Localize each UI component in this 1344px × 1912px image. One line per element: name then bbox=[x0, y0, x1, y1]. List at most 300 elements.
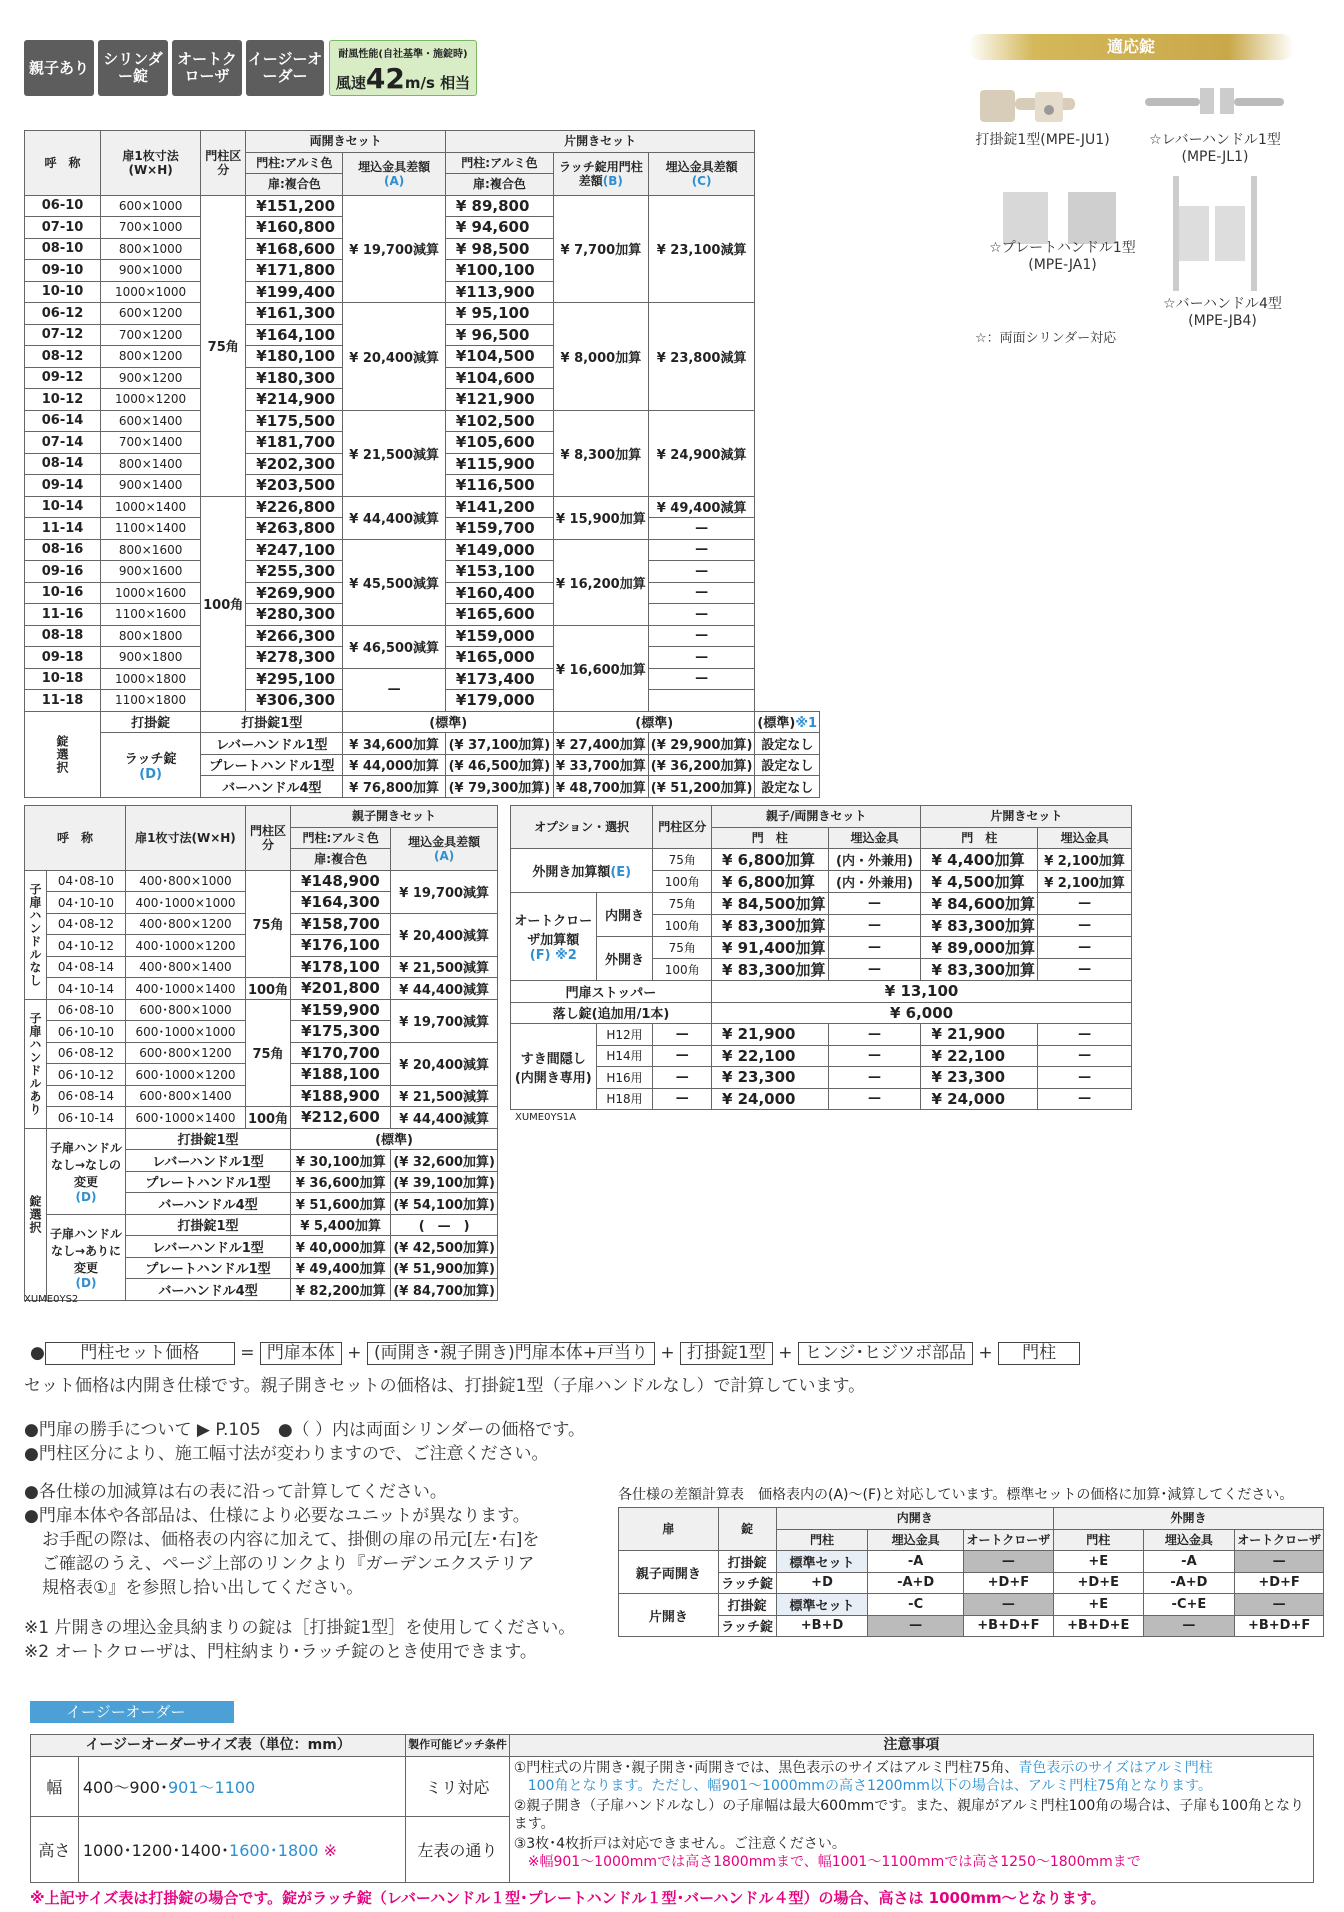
price-double: ¥180,300 bbox=[246, 367, 343, 389]
lock-price: ¥ 5,400加算 bbox=[291, 1214, 391, 1236]
lock-group bbox=[47, 1128, 126, 1214]
row-size: 600×1400 bbox=[101, 410, 201, 432]
row-name: 09-12 bbox=[25, 367, 101, 389]
th-alu: 門柱:アルミ色 bbox=[246, 152, 343, 174]
lock-caption-3: ☆プレートハンドル1型(MPE-JA1) bbox=[989, 240, 1136, 273]
lock-price-single-cyl: (¥ 29,900加算) bbox=[648, 733, 755, 755]
lock-type: レバーハンドル1型 bbox=[125, 1150, 290, 1172]
wind-value bbox=[330, 62, 476, 95]
row-name: 10-16 bbox=[25, 582, 101, 604]
lock-caption-1: 打掛錠1型(MPE-JU1) bbox=[975, 132, 1110, 148]
t4-th-post: 門柱 bbox=[776, 1529, 868, 1551]
price-single: ¥ 96,500 bbox=[445, 324, 553, 346]
lock-type: バーハンドル4型 bbox=[201, 776, 343, 798]
opt-value: ¥ 6,800加算 bbox=[711, 849, 828, 871]
table-row bbox=[25, 195, 820, 217]
row-name: 11-14 bbox=[25, 518, 101, 540]
lock-price-cyl: (¥ 42,500加算) bbox=[391, 1236, 498, 1258]
th-fuku2: 扉:複合色 bbox=[445, 174, 553, 196]
t3-th-opt: オプション・選択 bbox=[511, 806, 653, 849]
th-embed-c-text: 埋込金具差額 bbox=[665, 159, 738, 174]
diff-a: — bbox=[343, 668, 445, 711]
diff-c bbox=[648, 690, 755, 712]
th-c: (C) bbox=[691, 173, 712, 188]
lock-uchi: 打掛錠 bbox=[101, 711, 201, 733]
opt-outward-label: 外開き加算額 bbox=[532, 865, 611, 880]
diff-cell: ラッチ錠 bbox=[718, 1615, 776, 1637]
diff-a: ¥ 19,700減算 bbox=[391, 999, 498, 1042]
diff-a: ¥ 20,400減算 bbox=[391, 913, 498, 956]
lock-note: ☆：両面シリンダー対応 bbox=[975, 331, 1117, 346]
lock-price-cyl: (¥ 79,300加算) bbox=[445, 776, 553, 798]
diff-cell: -C bbox=[868, 1594, 964, 1616]
opt-suki-size: H14用 bbox=[596, 1045, 653, 1067]
row-size: 600･800×1400 bbox=[125, 1085, 245, 1107]
diff-a: ¥ 20,400減算 bbox=[343, 303, 445, 411]
price-single: ¥105,600 bbox=[445, 432, 553, 454]
th-embed-c bbox=[648, 152, 755, 195]
formula-body: 門扉本体 bbox=[260, 1342, 342, 1365]
opt-value: ¥ 23,300 bbox=[921, 1067, 1038, 1089]
eo-wv2: 901～1100 bbox=[167, 1777, 256, 1797]
price-single: ¥173,400 bbox=[445, 668, 553, 690]
t4-th-out: 外開き bbox=[1053, 1508, 1323, 1530]
table-row bbox=[25, 1214, 498, 1236]
formula-body2: (両開き･親子開き)門扉本体+戸当り bbox=[367, 1342, 655, 1365]
row-name: 06･10-14 bbox=[47, 1107, 126, 1129]
diff-c: ¥ 23,800減算 bbox=[648, 303, 755, 411]
lock-d: (D) bbox=[75, 1275, 97, 1290]
table-row bbox=[511, 1045, 1190, 1067]
table-row bbox=[619, 1615, 1324, 1637]
price-double: ¥269,900 bbox=[246, 582, 343, 604]
plate-handle-icon bbox=[998, 190, 1138, 245]
lock-price: ¥ 30,100加算 bbox=[291, 1150, 391, 1172]
lock-std: (標準) bbox=[291, 1128, 498, 1150]
formula-lock: 打掛錠1型 bbox=[680, 1342, 773, 1365]
opt-value: — bbox=[828, 937, 921, 959]
eo-h3: 注意事項 bbox=[509, 1735, 1313, 1757]
row-name: 06-12 bbox=[25, 303, 101, 325]
table-row bbox=[25, 668, 820, 690]
lock-price: ¥ 44,000加算 bbox=[343, 754, 445, 776]
row-name: 10-10 bbox=[25, 281, 101, 303]
price-single: ¥141,200 bbox=[445, 496, 553, 518]
diff-c: — bbox=[648, 604, 755, 626]
note-mark-1: ※1 bbox=[795, 716, 817, 732]
diff-cell: 打掛錠 bbox=[718, 1594, 776, 1616]
th-b: (B) bbox=[602, 173, 623, 188]
lock-none: 設定なし bbox=[755, 733, 820, 755]
eo-c1a: ①門柱式の片開き･親子開き･両開きでは、黒色表示のサイズはアルミ門柱75角、 bbox=[513, 1759, 1019, 1776]
t2-th-embed bbox=[391, 827, 498, 870]
col-size: 100角 bbox=[653, 915, 712, 937]
diff-c: ¥ 49,400減算 bbox=[648, 496, 755, 518]
diff-c: — bbox=[648, 539, 755, 561]
t2-th-a: (A) bbox=[434, 848, 455, 863]
diff-cell: -A bbox=[1143, 1551, 1235, 1573]
t3-th-embed: 埋込金具 bbox=[828, 827, 921, 849]
price-double: ¥161,300 bbox=[246, 303, 343, 325]
diff-a: ¥ 46,500減算 bbox=[343, 625, 445, 668]
table-row bbox=[25, 870, 498, 892]
price-oyako: ¥158,700 bbox=[291, 913, 391, 935]
row-name: 06･08-14 bbox=[47, 1085, 126, 1107]
price-double: ¥164,100 bbox=[246, 324, 343, 346]
diff-cell: 標準セット bbox=[776, 1551, 868, 1573]
opt-value: — bbox=[1038, 1067, 1132, 1089]
col-75: 75角 bbox=[201, 195, 246, 496]
price-single: ¥116,500 bbox=[445, 475, 553, 497]
diff-cell: -C+E bbox=[1143, 1594, 1235, 1616]
price-single: ¥ 95,100 bbox=[445, 303, 553, 325]
note-calc: ●各仕様の加減算は右の表に沿って計算してください。 bbox=[24, 1482, 447, 1502]
opt-value: (内・外兼用) bbox=[828, 871, 921, 893]
formula-hinge: ヒンジ･ヒジツボ部品 bbox=[798, 1342, 973, 1365]
opt-e: (E) bbox=[610, 865, 632, 880]
opt-value: — bbox=[653, 1088, 712, 1110]
price-double: ¥199,400 bbox=[246, 281, 343, 303]
row-size: 600･800×1000 bbox=[125, 999, 245, 1021]
col-size: 75角 bbox=[653, 893, 712, 915]
eo-hv bbox=[78, 1816, 405, 1882]
row-name: 08-10 bbox=[25, 238, 101, 260]
row-size: 600･800×1200 bbox=[125, 1042, 245, 1064]
formula-set: 門柱セット価格 bbox=[45, 1342, 235, 1365]
table-row bbox=[25, 733, 820, 755]
price-single: ¥153,100 bbox=[445, 561, 553, 583]
lock-price: ¥ 36,600加算 bbox=[291, 1171, 391, 1193]
price-oyako: ¥188,100 bbox=[291, 1064, 391, 1086]
opt-value: ¥ 91,400加算 bbox=[711, 937, 828, 959]
opt-f: (F) ※2 bbox=[529, 948, 577, 963]
note-hand: ●門扉の勝手について ▶ P.105 ●（ ）内は両面シリンダーの価格です。 bbox=[24, 1420, 586, 1440]
col-100: 100角 bbox=[245, 1107, 290, 1129]
eo-c3: ③3枚･4枚折戸は対応できません。ご注意ください。 bbox=[513, 1835, 846, 1852]
row-name: 10-14 bbox=[25, 496, 101, 518]
table-row bbox=[511, 1002, 1190, 1024]
badge-closer bbox=[172, 40, 242, 96]
opt-suki-size: H12用 bbox=[596, 1024, 653, 1046]
diff-cell: 標準セット bbox=[776, 1594, 868, 1616]
th-embed-text: 埋込金具差額 bbox=[358, 159, 431, 174]
price-formula: ● 門柱セット価格 = 門扉本体 + (両開き･親子開き)門扉本体+戸当り + 打掛錠1型 + ヒンジ･ヒジツボ部品 + 門柱 bbox=[30, 1342, 1080, 1365]
eo-footnote: ※上記サイズ表は打掛錠の場合です。錠がラッチ錠（レバーハンドル１型･プレートハンドル１型･バーハンドル４型）の場合、高さは 1000mm～となります。 bbox=[30, 1889, 1106, 1907]
note-set-price: セット価格は内開き仕様です。親子開きセットの価格は、打掛錠1型（子扉ハンドルなし）で計算しています。 bbox=[24, 1376, 866, 1396]
opt-otoshi-price: ¥ 6,000 bbox=[711, 1002, 1131, 1024]
row-size: 800×1200 bbox=[101, 346, 201, 368]
row-name: 07-10 bbox=[25, 217, 101, 239]
opt-value: — bbox=[1038, 1088, 1132, 1110]
eo-wv1: 400～900･ bbox=[82, 1777, 168, 1797]
badge-eo-label: イージーオーダー bbox=[247, 50, 323, 85]
price-single: ¥159,700 bbox=[445, 518, 553, 540]
col-size: 100角 bbox=[653, 871, 712, 893]
badge-closer-label: オートクローザ bbox=[177, 50, 237, 85]
badge-oyako: 親子あり bbox=[24, 40, 94, 96]
diff-cell: — bbox=[1235, 1594, 1324, 1616]
price-double: ¥180,100 bbox=[246, 346, 343, 368]
badge-easy-order bbox=[246, 40, 324, 96]
t3-th-col: 門柱区分 bbox=[653, 806, 712, 849]
t4-th-ac: オートクローザ bbox=[963, 1529, 1053, 1551]
row-name: 06-14 bbox=[25, 410, 101, 432]
opt-value: ¥ 2,100加算 bbox=[1038, 849, 1132, 871]
opt-stopper-price: ¥ 13,100 bbox=[711, 981, 1131, 1003]
row-size: 800×1400 bbox=[101, 453, 201, 475]
opt-value: — bbox=[828, 1067, 921, 1089]
eo-notes bbox=[509, 1756, 1313, 1882]
lock-type: 打掛錠1型 bbox=[125, 1128, 290, 1150]
diff-cell: — bbox=[963, 1594, 1053, 1616]
wind-prefix: 風速 bbox=[335, 74, 366, 92]
t4-th-ac2: オートクローザ bbox=[1235, 1529, 1324, 1551]
row-name: 06･08-10 bbox=[47, 999, 126, 1021]
row-size: 800×1800 bbox=[101, 625, 201, 647]
lock-type: バーハンドル4型 bbox=[125, 1279, 290, 1301]
t2-th-size: 扉1枚寸法(W×H) bbox=[125, 806, 245, 871]
group-no-handle: 子扉ハンドルなし bbox=[25, 870, 47, 999]
opt-value: — bbox=[653, 1067, 712, 1089]
opt-value: ¥ 89,000加算 bbox=[921, 937, 1038, 959]
lock-caption-4: ☆バーハンドル4型(MPE-JB4) bbox=[1163, 296, 1282, 329]
row-name: 08-12 bbox=[25, 346, 101, 368]
price-single: ¥115,900 bbox=[445, 453, 553, 475]
diff-a: ¥ 21,500減算 bbox=[343, 410, 445, 496]
price-single: ¥121,900 bbox=[445, 389, 553, 411]
price-table-main bbox=[24, 130, 820, 798]
opt-value: — bbox=[828, 1024, 921, 1046]
diff-a: ¥ 45,500減算 bbox=[343, 539, 445, 625]
diff-cell: +D+E bbox=[1053, 1572, 1143, 1594]
easy-order-title: イージーオーダー bbox=[30, 1701, 234, 1723]
t2-th-embed-text: 埋込金具差額 bbox=[408, 834, 481, 849]
col-size: 75角 bbox=[653, 937, 712, 959]
eo-h: 高さ bbox=[31, 1816, 79, 1882]
lock-std-single: (標準) bbox=[553, 711, 754, 733]
t2-th-fuku: 扉:複合色 bbox=[291, 849, 391, 871]
diff-cell: -A+D bbox=[1143, 1572, 1235, 1594]
table-row bbox=[25, 1128, 498, 1150]
diff-cell: +E bbox=[1053, 1594, 1143, 1616]
th-latch bbox=[553, 152, 648, 195]
eo-hv1: 1000･1200･1400･ bbox=[82, 1840, 230, 1860]
lock-price: ¥ 51,600加算 bbox=[291, 1193, 391, 1215]
price-single: ¥179,000 bbox=[445, 690, 553, 712]
lock-price: ¥ 40,000加算 bbox=[291, 1236, 391, 1258]
row-size: 400･1000×1200 bbox=[125, 935, 245, 957]
table-row bbox=[25, 999, 498, 1021]
lock-price-cyl: (¥ 84,700加算) bbox=[391, 1279, 498, 1301]
opt-value: ¥ 83,300加算 bbox=[921, 959, 1038, 981]
lock-price-single: ¥ 27,400加算 bbox=[553, 733, 648, 755]
diff-cell: +D+F bbox=[963, 1572, 1053, 1594]
t2-th-col: 門柱区分 bbox=[245, 806, 290, 871]
t2-th-alu: 門柱:アルミ色 bbox=[291, 827, 391, 849]
th-double: 両開きセット bbox=[246, 131, 446, 153]
price-oyako: ¥176,100 bbox=[291, 935, 391, 957]
price-single: ¥ 89,800 bbox=[445, 195, 553, 217]
lock-price-cyl: ( — ) bbox=[391, 1214, 498, 1236]
note-k1: ※1 片開きの埋込金具納まりの錠は［打掛錠1型］を使用してください。 bbox=[24, 1618, 576, 1638]
th-name: 呼 称 bbox=[25, 131, 101, 196]
col-size: 75角 bbox=[653, 849, 712, 871]
table-row bbox=[25, 978, 498, 1000]
th-single: 片開きセット bbox=[445, 131, 755, 153]
row-name: 11-16 bbox=[25, 604, 101, 626]
price-single: ¥104,600 bbox=[445, 367, 553, 389]
price-single: ¥102,500 bbox=[445, 410, 553, 432]
diff-table bbox=[618, 1507, 1324, 1637]
opt-value: — bbox=[1038, 915, 1132, 937]
wind-number: 42 bbox=[365, 62, 405, 95]
lock-price-cyl: (¥ 37,100加算) bbox=[445, 733, 553, 755]
t4-th-in: 内開き bbox=[776, 1508, 1053, 1530]
opt-value: — bbox=[1038, 1045, 1132, 1067]
row-size: 1000×1600 bbox=[101, 582, 201, 604]
t4-th-embed: 埋込金具 bbox=[868, 1529, 964, 1551]
eo-hp: 左表の通り bbox=[406, 1816, 510, 1882]
price-table-oyako bbox=[24, 805, 498, 1301]
diff-a: ¥ 19,700減算 bbox=[391, 870, 498, 913]
eo-c1b: 青色表示のサイズはアルミ門柱 bbox=[1018, 1759, 1213, 1776]
opt-value: — bbox=[653, 1024, 712, 1046]
note-order1: お手配の際は、価格表の内容に加えて、掛側の扉の吊元[左･右]を bbox=[42, 1530, 540, 1550]
price-oyako: ¥170,700 bbox=[291, 1042, 391, 1064]
eo-w: 幅 bbox=[31, 1756, 79, 1816]
lock-ratch bbox=[101, 733, 201, 798]
col-size: 100角 bbox=[653, 959, 712, 981]
t4-th-post2: 門柱 bbox=[1053, 1529, 1143, 1551]
lock-d: (D) bbox=[75, 1189, 97, 1204]
price-oyako: ¥159,900 bbox=[291, 999, 391, 1021]
t2-th-set: 親子開きセット bbox=[291, 806, 498, 828]
diff-b: ¥ 15,900加算 bbox=[553, 496, 648, 539]
opt-value: — bbox=[1038, 893, 1132, 915]
price-double: ¥263,800 bbox=[246, 518, 343, 540]
row-name: 09-18 bbox=[25, 647, 101, 669]
row-size: 400･800×1000 bbox=[125, 870, 245, 892]
lock-price-single: ¥ 48,700加算 bbox=[553, 776, 648, 798]
diff-cell: -A bbox=[868, 1551, 964, 1573]
price-double: ¥295,100 bbox=[246, 668, 343, 690]
diff-c: ¥ 24,900減算 bbox=[648, 410, 755, 496]
t3-th-embed2: 埋込金具 bbox=[1038, 827, 1132, 849]
table-row bbox=[511, 1088, 1190, 1110]
row-size: 700×1400 bbox=[101, 432, 201, 454]
lock-type: プレートハンドル1型 bbox=[201, 754, 343, 776]
row-size: 1100×1800 bbox=[101, 690, 201, 712]
row-size: 700×1000 bbox=[101, 217, 201, 239]
lock-std1-text: (標準) bbox=[757, 716, 796, 732]
diff-b: ¥ 8,000加算 bbox=[553, 303, 648, 411]
lock-caption-2: ☆レバーハンドル1型(MPE-JL1) bbox=[1149, 132, 1281, 165]
price-oyako: ¥188,900 bbox=[291, 1085, 391, 1107]
opt-value: (内・外兼用) bbox=[828, 849, 921, 871]
table-row bbox=[25, 1107, 498, 1129]
opt-otoshi: 落し錠(追加用/1本) bbox=[511, 1002, 712, 1024]
col-75: 75角 bbox=[245, 870, 290, 978]
locks-title: 適応錠 bbox=[968, 34, 1294, 60]
opt-suki: すき間隠し(内開き専用) bbox=[511, 1024, 597, 1110]
t2-th-name: 呼 称 bbox=[25, 806, 126, 871]
eo-h1: イージーオーダーサイズ表（単位：mm） bbox=[31, 1735, 406, 1757]
lock-price-cyl: (¥ 32,600加算) bbox=[391, 1150, 498, 1172]
th-fuku: 扉:複合色 bbox=[246, 174, 343, 196]
lock-price: ¥ 34,600加算 bbox=[343, 733, 445, 755]
opt-value: ¥ 83,300加算 bbox=[921, 915, 1038, 937]
row-size: 900×1400 bbox=[101, 475, 201, 497]
lever-handle-icon bbox=[1145, 84, 1285, 124]
easy-order-table bbox=[30, 1734, 1314, 1883]
price-single: ¥113,900 bbox=[445, 281, 553, 303]
diff-cell: — bbox=[963, 1551, 1053, 1573]
opt-value: — bbox=[1038, 1024, 1132, 1046]
opt-value: — bbox=[828, 915, 921, 937]
t4-caption: 各仕様の差額計算表 価格表内の(A)～(F)と対応しています。標準セットの価格に加算･減算してください。 bbox=[618, 1487, 1294, 1503]
t4-th-embed2: 埋込金具 bbox=[1143, 1529, 1235, 1551]
t3-th-set1: 親子/両開きセット bbox=[711, 806, 921, 828]
opt-value: ¥ 22,100 bbox=[711, 1045, 828, 1067]
lock-none: 設定なし bbox=[755, 776, 820, 798]
diff-cell: +B+D+E bbox=[1053, 1615, 1143, 1637]
opt-out: 外開き bbox=[596, 937, 653, 981]
diff-cell: -A+D bbox=[868, 1572, 964, 1594]
note-k2: ※2 オートクローザは、門柱納まり･ラッチ錠のとき使用できます。 bbox=[24, 1642, 537, 1662]
diff-cell: +E bbox=[1053, 1551, 1143, 1573]
eo-wv bbox=[78, 1756, 405, 1816]
wind-badge bbox=[329, 40, 477, 96]
table-row bbox=[511, 1024, 1190, 1046]
table-row bbox=[25, 410, 820, 432]
col-75: 75角 bbox=[245, 999, 290, 1107]
row-name: 04･10-10 bbox=[47, 892, 126, 914]
row-size: 600×1000 bbox=[101, 195, 201, 217]
opt-value: — bbox=[653, 1045, 712, 1067]
opt-value: ¥ 21,900 bbox=[711, 1024, 828, 1046]
price-double: ¥266,300 bbox=[246, 625, 343, 647]
diff-group-oyako: 親子両開き bbox=[619, 1551, 719, 1594]
opt-value: ¥ 23,300 bbox=[711, 1067, 828, 1089]
t3-code: XUME0YS1A bbox=[515, 1112, 577, 1123]
price-double: ¥203,500 bbox=[246, 475, 343, 497]
eo-c4: ※幅901～1000mmでは高さ1800mmまで、幅1001～1100mmでは高さ1250～1800mmまで bbox=[527, 1853, 1141, 1870]
opt-value: ¥ 83,300加算 bbox=[711, 959, 828, 981]
price-oyako: ¥212,600 bbox=[291, 1107, 391, 1129]
row-size: 600･1000×1000 bbox=[125, 1021, 245, 1043]
th-alu2: 門柱:アルミ色 bbox=[445, 152, 553, 174]
opt-value: ¥ 21,900 bbox=[921, 1024, 1038, 1046]
price-single: ¥165,600 bbox=[445, 604, 553, 626]
price-double: ¥181,700 bbox=[246, 432, 343, 454]
row-name: 09-14 bbox=[25, 475, 101, 497]
note-col: ●門柱区分により、施工幅寸法が変わりますので、ご注意ください。 bbox=[24, 1444, 549, 1464]
price-single: ¥159,000 bbox=[445, 625, 553, 647]
diff-cell: +D+F bbox=[1235, 1572, 1324, 1594]
row-name: 06･10-10 bbox=[47, 1021, 126, 1043]
diff-cell: 打掛錠 bbox=[718, 1551, 776, 1573]
opt-value: ¥ 2,100加算 bbox=[1038, 871, 1132, 893]
diff-a: ¥ 44,400減算 bbox=[391, 978, 498, 1000]
row-size: 600･1000×1200 bbox=[125, 1064, 245, 1086]
price-double: ¥160,800 bbox=[246, 217, 343, 239]
lock-none: 設定なし bbox=[755, 754, 820, 776]
price-single: ¥100,100 bbox=[445, 260, 553, 282]
th-col: 門柱区分 bbox=[201, 131, 246, 196]
group-handle: 子扉ハンドルあり bbox=[25, 999, 47, 1128]
eo-h2: 製作可能ピッチ条件 bbox=[406, 1735, 510, 1757]
formula-post: 門柱 bbox=[998, 1342, 1080, 1365]
